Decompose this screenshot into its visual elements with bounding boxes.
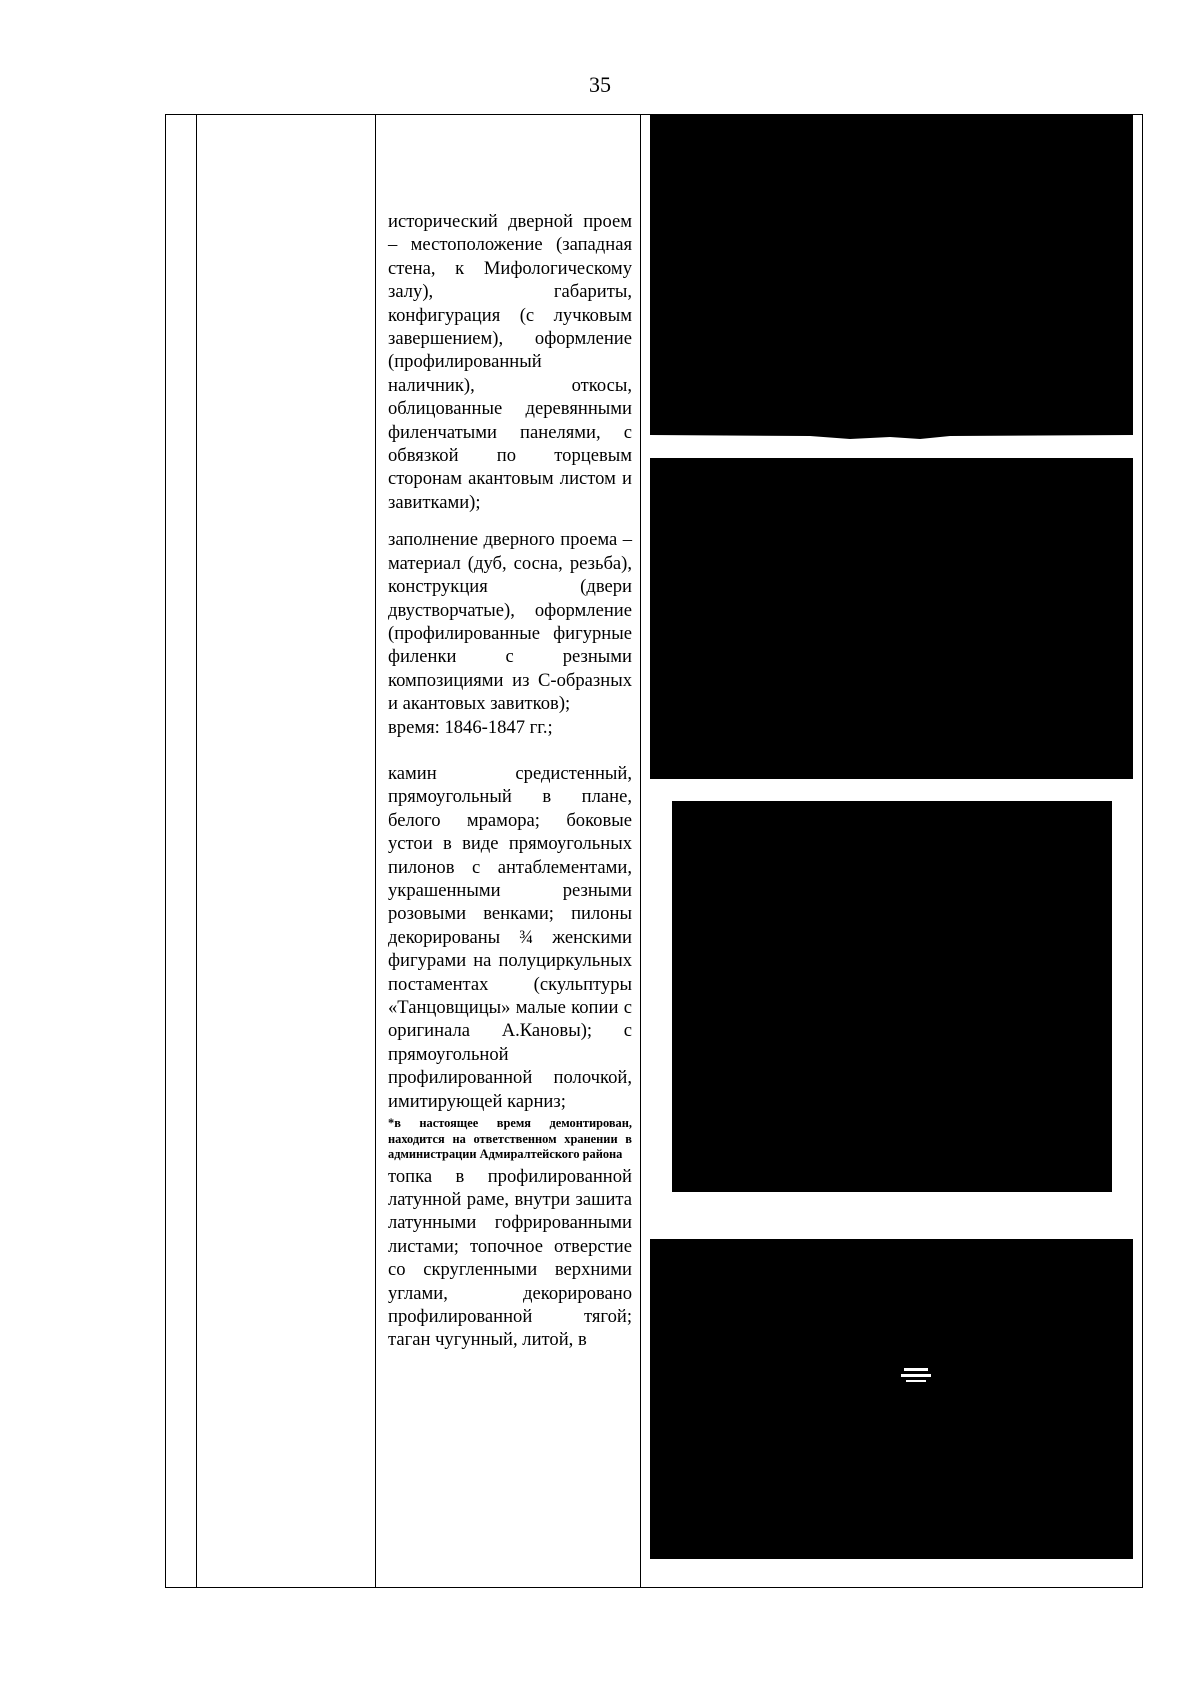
photo-2 (650, 458, 1133, 779)
door-filling-paragraph: заполнение дверного проема – материал (дуб, сосна, резьба), конструкция (двери двустворчатые), оформление (профилированные фигурные филенки с резными композициями из С-образных и акантовых завитков); (388, 529, 632, 715)
fireplace-note: *в настоящее время демонтирован, находится на ответственном хранении в администрации Адмиралтейского района (388, 1116, 632, 1162)
monument-table (165, 114, 1143, 1588)
photo-4 (650, 1239, 1133, 1559)
door-opening-paragraph: исторический дверной проем – местоположение (западная стена, к Мифологическому залу), габариты, конфигурация (с лучковым завершением), оформление (профилированный наличник), откосы, облицованные деревянными филенчатыми панелями, с обвязкой по торцевым сторонам акантовым листом и завитками); (388, 211, 632, 513)
description-cell (388, 210, 632, 1352)
column-divider-3 (640, 115, 641, 1587)
date-paragraph: время: 1846-1847 гг.; (388, 716, 553, 738)
firebox-paragraph: топка в профилированной латунной раме, внутри зашита латунными гофрированными листами; топочное отверстие со скругленными верхними углами, декорировано профилированной тягой; таган чугунный, литой, в (388, 1165, 632, 1351)
column-divider-2 (375, 115, 376, 1587)
photo-1-torn-edge (650, 433, 1133, 441)
page-number: 35 (589, 72, 611, 97)
photo-1 (650, 115, 1133, 435)
photo-3 (672, 801, 1112, 1192)
fireplace-paragraph: камин средистенный, прямоугольный в плане, белого мрамора; боковые устои в виде прямоугольных пилонов с антаблементами, украшенными резными розовыми венками; пилоны декорированы ¾ женскими фигурами на полуциркульных постаментах (скульптуры «Танцовщицы» малые копии с оригинала А.Кановы); с прямоугольной профилированной полочкой, имитирующей карниз; (388, 762, 632, 1112)
photo-4-glare (901, 1364, 931, 1386)
column-divider-1 (196, 115, 197, 1587)
